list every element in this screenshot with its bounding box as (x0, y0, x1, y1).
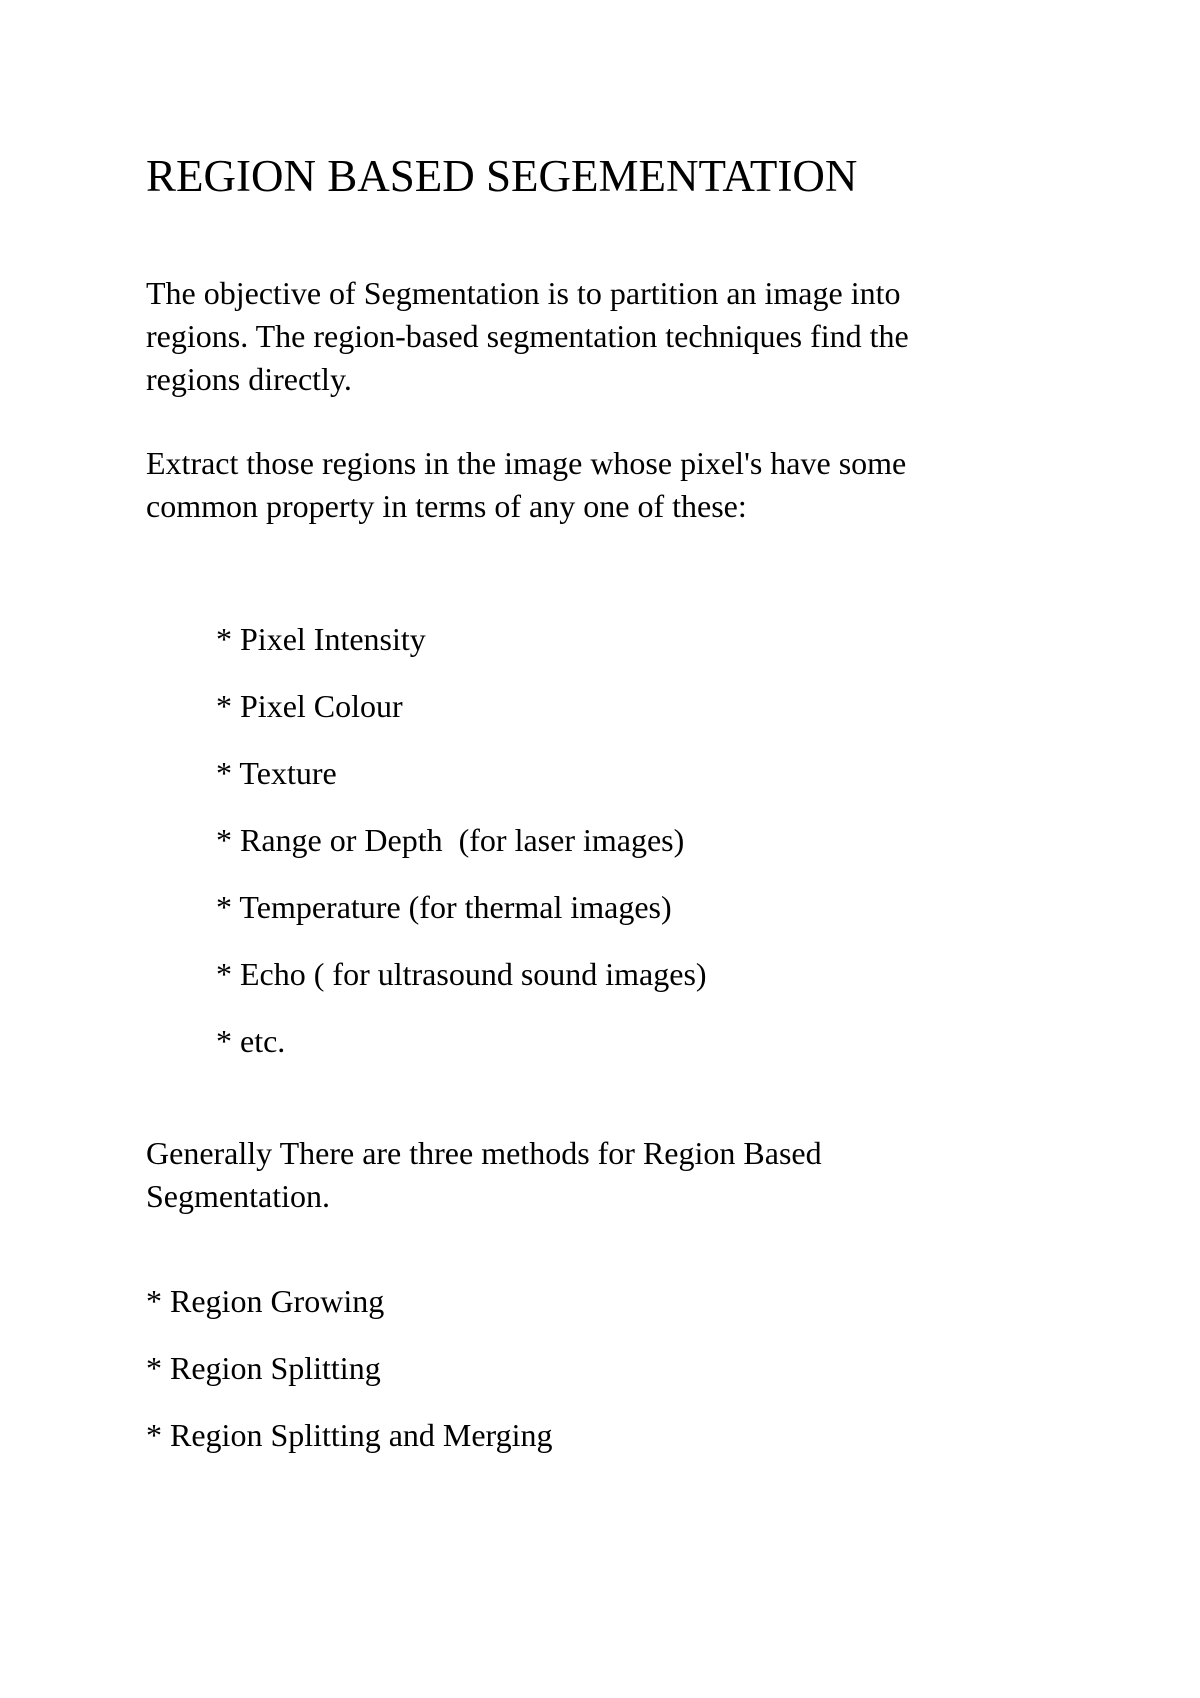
property-item: * Pixel Intensity (216, 621, 426, 657)
property-item: * etc. (216, 1023, 286, 1059)
page-title: REGION BASED SEGEMENTATION (146, 151, 858, 201)
methods-list (146, 1280, 553, 1481)
property-item: * Texture (216, 755, 337, 791)
intro-line: regions directly. (146, 361, 352, 397)
property-item: * Range or Depth (for laser images) (216, 822, 685, 858)
extract-line: Extract those regions in the image whose pixel's have some (146, 445, 907, 481)
methods-intro-paragraph (146, 1132, 1086, 1218)
method-item: * Region Growing (146, 1283, 385, 1319)
extract-line: common property in terms of any one of these: (146, 488, 747, 524)
property-item: * Echo ( for ultrasound sound images) (216, 956, 707, 992)
method-item: * Region Splitting and Merging (146, 1417, 553, 1453)
method-item: * Region Splitting (146, 1350, 381, 1386)
methods-intro-line: Segmentation. (146, 1178, 330, 1214)
property-item: * Temperature (for thermal images) (216, 889, 672, 925)
methods-intro-line: Generally There are three methods for Region Based (146, 1135, 822, 1171)
extract-paragraph (146, 442, 1086, 528)
intro-line: regions. The region-based segmentation techniques find the (146, 318, 909, 354)
intro-paragraph (146, 272, 1086, 401)
property-list (216, 618, 707, 1087)
property-item: * Pixel Colour (216, 688, 403, 724)
intro-line: The objective of Segmentation is to partition an image into (146, 275, 901, 311)
